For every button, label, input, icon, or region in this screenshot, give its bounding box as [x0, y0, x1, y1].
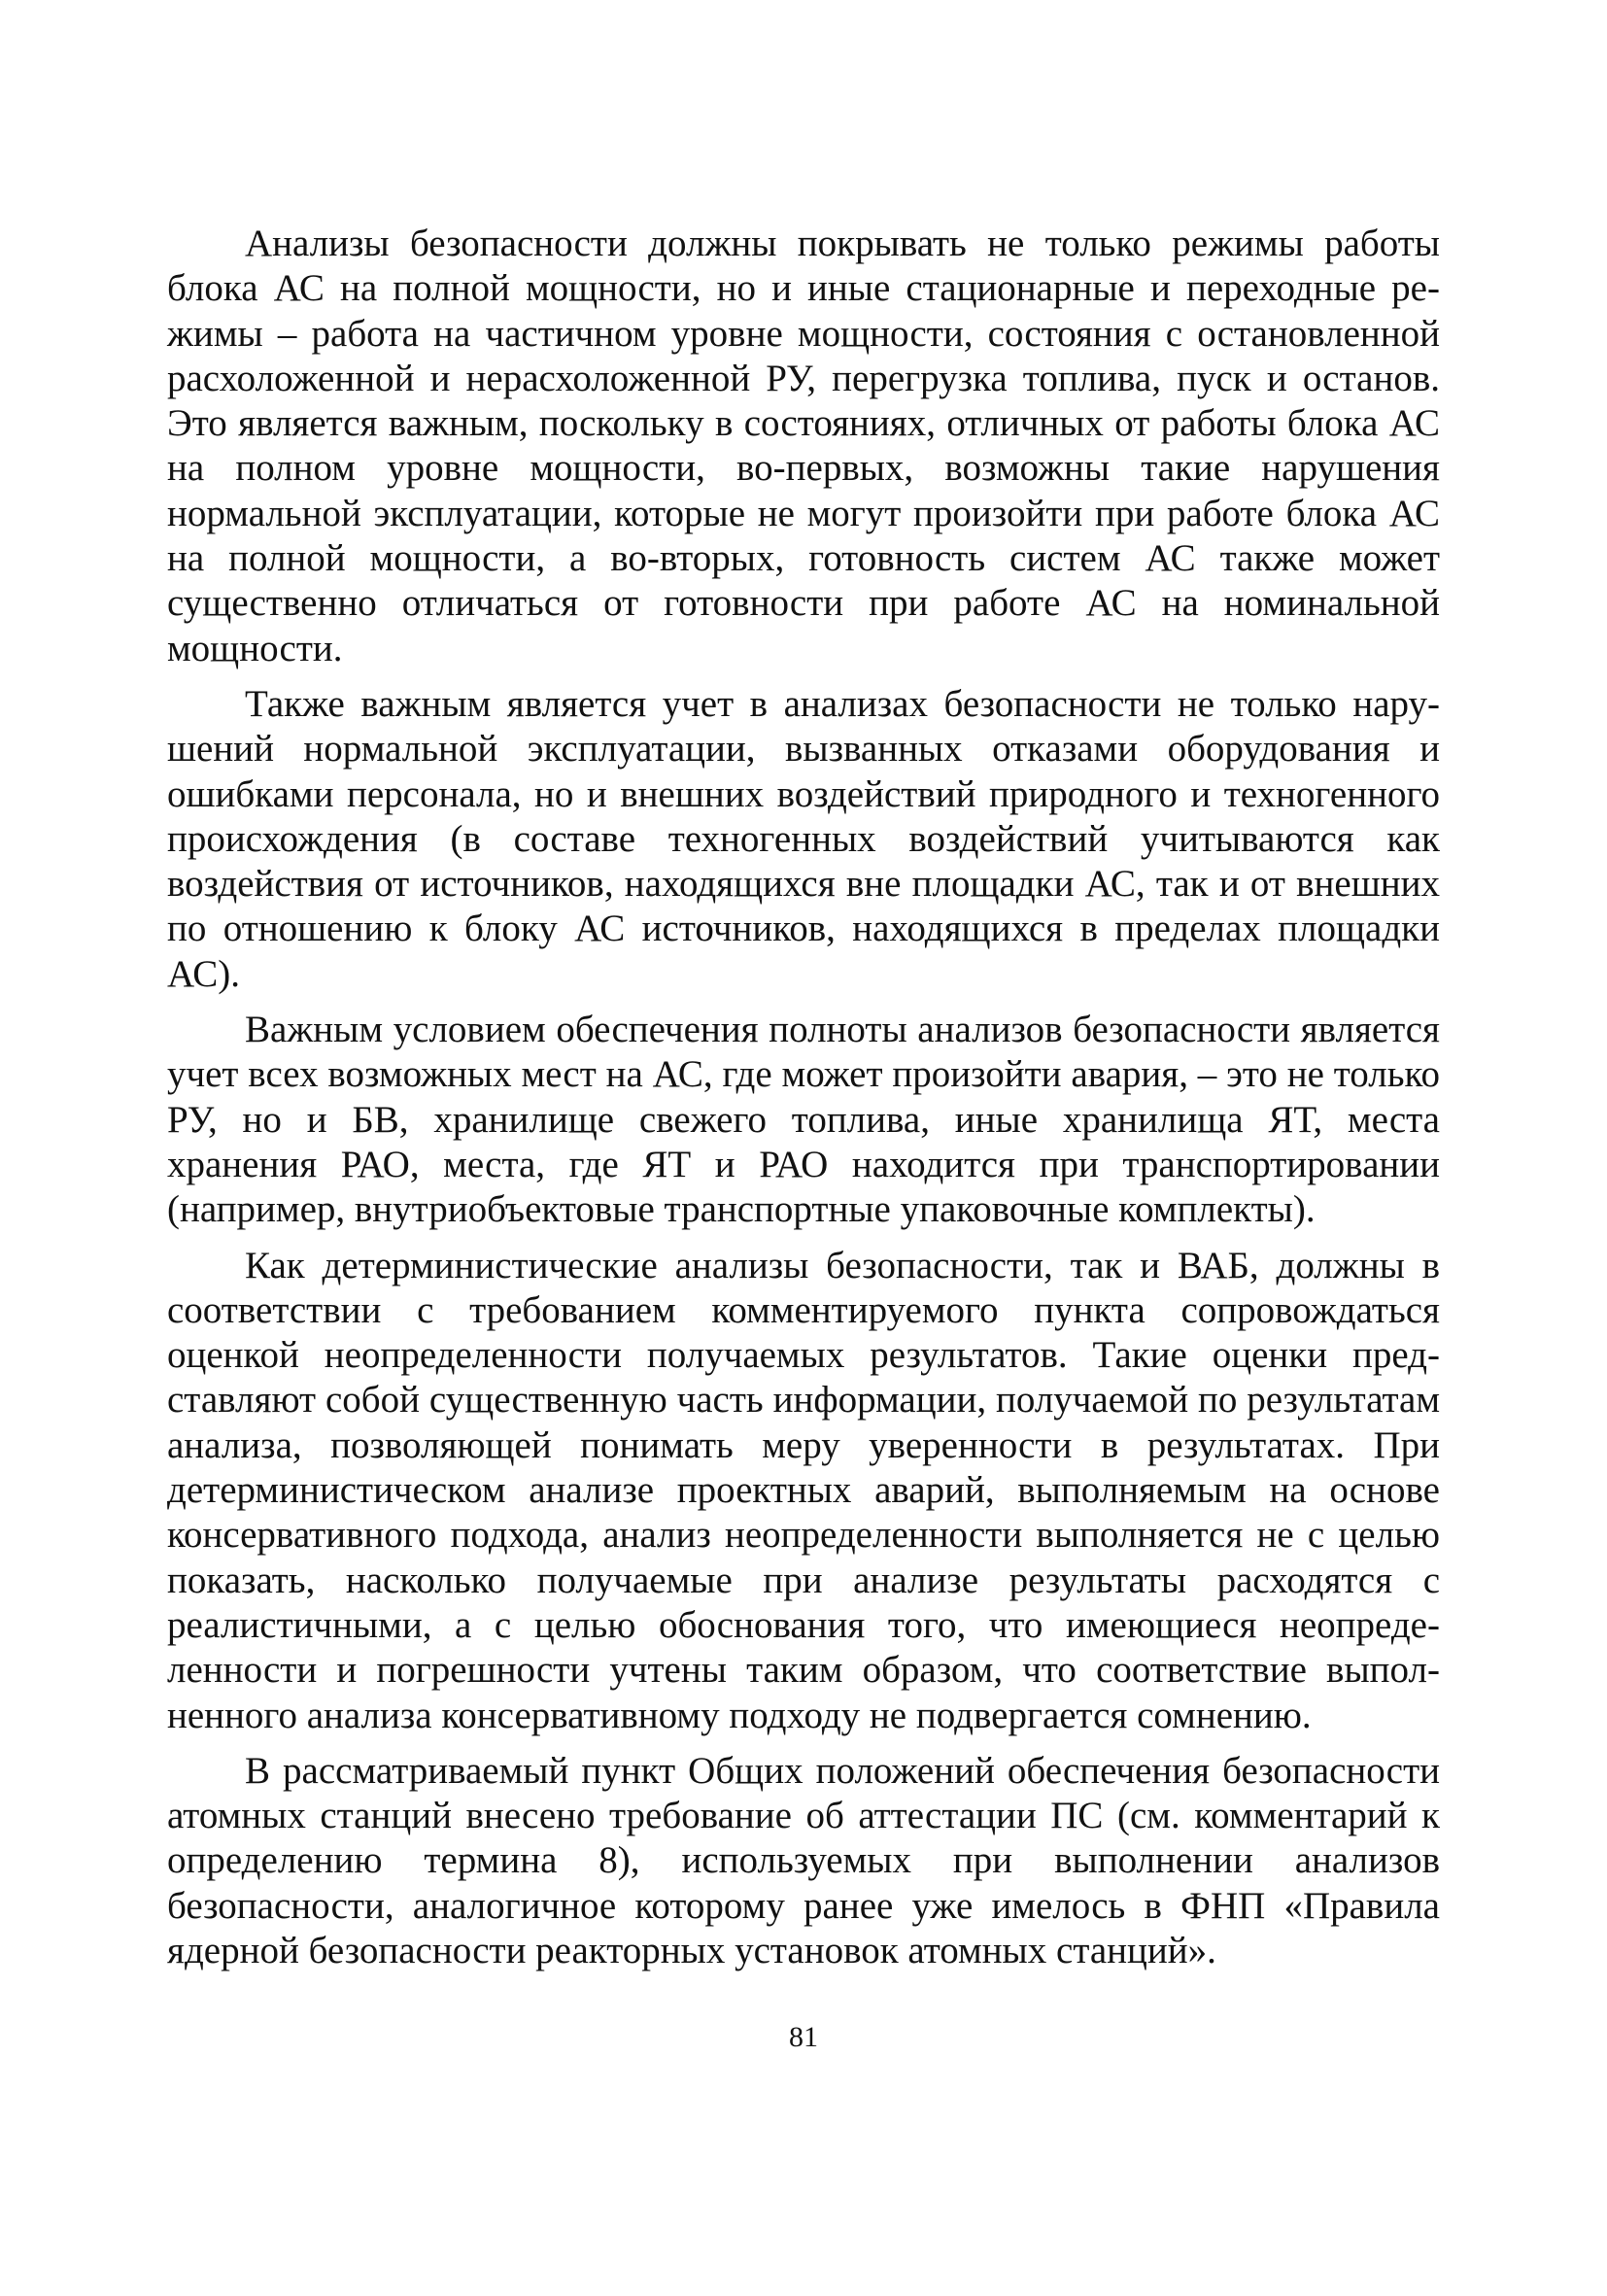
paragraph-5: В рассматриваемый пункт Общих положений обеспечения безопасности атомных станций внесено требование об аттестации ПС (см. комментарий к определению термина 8), используемых при выполнении анализов безопасности, аналогичное которому ранее уже имелось в ФНП «Правила ядерной безопасности реакторных установок атомных станций». — [167, 1749, 1440, 1971]
page-number: 81 — [789, 2021, 818, 2053]
document-page — [167, 222, 1440, 1973]
paragraph-2: Также важным является учет в анализах безопасности не только нарушений нормальной эксплуатации, вызванных отказами оборудования и ошибками персонала, но и внешних воздействий природного и техногенного происхождения (в составе техногенных воздействий учитываются как воздействия от источников, находящихся вне площадки АС, так и от внешних по отношению к блоку АС источников, находящихся в пределах площадки АС). — [167, 682, 1440, 995]
paragraph-1: Анализы безопасности должны покрывать не только режимы работы блока АС на полной мощности, но и иные стационарные и переходные режимы – работа на частичном уровне мощности, состояния с остановленной расхоложенной и нерасхоложенной РУ, перегрузка топлива, пуск и останов. Это является важным, поскольку в состояниях, отличных от работы блока АС на полном уровне мощности, во-первых, возможны такие нарушения нормальной эксплуатации, которые не могут произойти при работе блока АС на полной мощности, а во-вторых, готовность систем АС также может существенно отличаться от готовности при работе АС на номинальной мощности. — [167, 223, 1440, 669]
paragraph-4: Как детерминистические анализы безопасности, так и ВАБ, должны в соответствии с требованием комментируемого пункта сопровождаться оценкой неопределенности получаемых результатов. Такие оценки представляют собой существенную часть информации, получаемой по результатам анализа, позволяющей понимать меру уверенности в результатах. При детерминистическом анализе проектных аварий, выполняемым на основе консервативного подхода, анализ неопределенности выполняется не с целью показать, насколько получаемые при анализе результаты расходятся с реалистичными, а с целью обоснования того, что имеющиеся неопределенности и погрешности учтены таким образом, что соответствие выполненного анализа консервативному подходу не подвергается сомнению. — [167, 1244, 1440, 1736]
paragraph-3: Важным условием обеспечения полноты анализов безопасности является учет всех возможных мест на АС, где может произойти авария, – это не только РУ, но и БВ, хранилище свежего топлива, иные хранилища ЯТ, места хранения РАО, места, где ЯТ и РАО находится при транспортировании (например, внутриобъектовые транспортные упаковочные комплекты). — [167, 1009, 1440, 1231]
